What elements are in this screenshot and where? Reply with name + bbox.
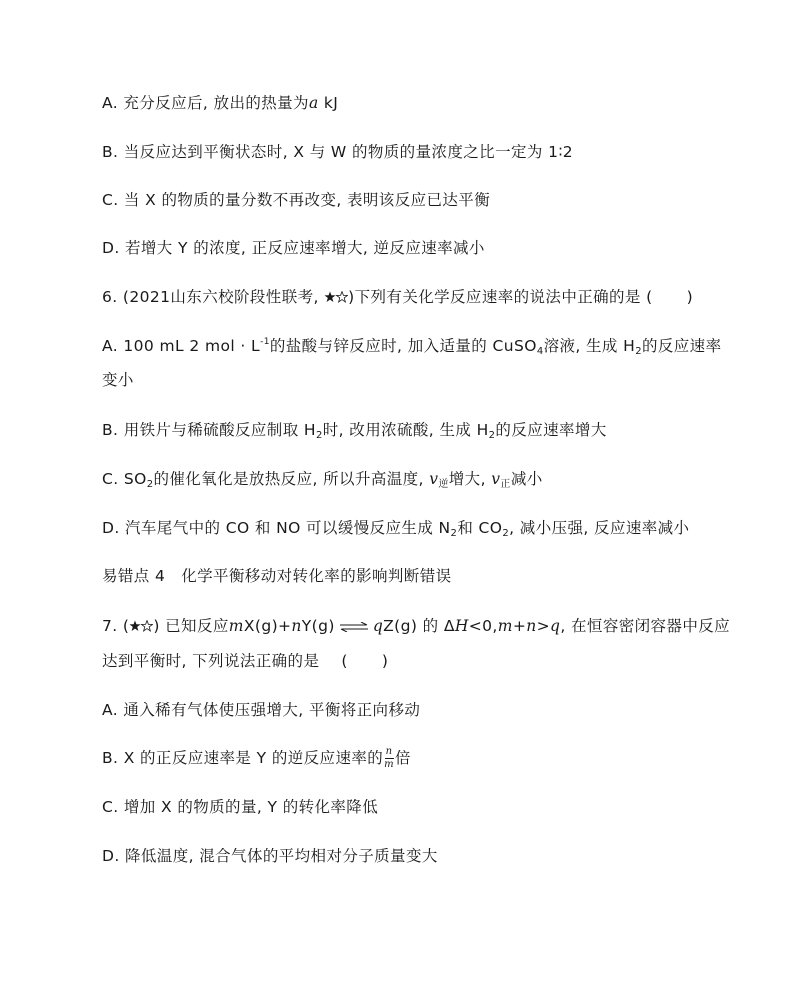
- species-x: X(g)+: [243, 617, 292, 635]
- q6-stem-text: )下列有关化学反应速率的说法中正确的是 (: [348, 288, 653, 306]
- q6c-t3: 增大,: [448, 470, 486, 488]
- q7-option-c: C. 增加 X 的物质的量, Y 的转化率降低: [102, 798, 379, 816]
- q6-stem: [102, 286, 693, 309]
- q6b-t1: B. 用铁片与稀硫酸反应制取 H: [102, 421, 316, 439]
- coef-n2: n: [526, 617, 537, 635]
- q6-option-a: [102, 335, 722, 357]
- unit-kj: kJ: [318, 94, 339, 112]
- q5-option-a: [102, 92, 338, 114]
- species-y: Y(g): [301, 617, 335, 635]
- coef-n: n: [291, 617, 302, 635]
- q7-paren-close: ): [381, 652, 389, 670]
- q7b-t1: B. X 的正反应速率是 Y 的逆反应速率的: [102, 749, 384, 767]
- section-heading: 易错点 4 化学平衡移动对转化率的影响判断错误: [102, 567, 452, 585]
- q6b-t3: 的反应速率增大: [495, 421, 607, 439]
- q7-paren-open: (: [341, 652, 348, 670]
- q6a-t2: 的盐酸与锌反应时, 加入适量的 CuSO: [269, 337, 537, 355]
- v-forward: v: [491, 470, 501, 488]
- q7b-t2: 倍: [395, 749, 411, 767]
- q6d-sub2: 2: [502, 528, 510, 539]
- q7-number: 7. (: [102, 617, 130, 635]
- q7-stem-tail: , 在恒容密闭容器中反应: [560, 617, 731, 635]
- q6b-sub1: 2: [315, 430, 323, 441]
- q6-option-a-line2: 变小: [102, 371, 134, 389]
- q6d-sub1: 2: [450, 528, 458, 539]
- coef-q2: q: [550, 617, 561, 635]
- frac-num: n: [385, 746, 393, 757]
- sub-forward: 正: [500, 479, 511, 490]
- lt-zero: <0,: [468, 617, 498, 635]
- q7-option-d: D. 降低温度, 混合气体的平均相对分子质量变大: [102, 847, 438, 865]
- q6-answer-paren: ): [686, 288, 694, 306]
- coef-q: q: [372, 617, 384, 635]
- plus-sign: +: [512, 617, 527, 635]
- equilibrium-arrow-icon: [339, 616, 369, 638]
- q7-option-b: [102, 747, 411, 770]
- q6c-sub1: 2: [146, 479, 154, 490]
- q5-option-b: B. 当反应达到平衡状态时, X 与 W 的物质的量浓度之比一定为 1∶2: [102, 143, 574, 161]
- fraction-n-over-m: [384, 747, 394, 770]
- q6d-t3: , 减小压强, 反应速率减小: [509, 519, 690, 537]
- q6a-sub1: 4: [536, 346, 544, 357]
- sub-reverse: 逆: [438, 479, 449, 490]
- difficulty-stars-icon: [324, 287, 348, 309]
- q7-stem-line2: [102, 650, 388, 672]
- q6-option-b: [102, 419, 607, 441]
- q6c-t2: 的催化氧化是放热反应, 所以升高温度,: [153, 470, 424, 488]
- q6-option-c: [102, 468, 543, 490]
- q6c-t4: 减小: [510, 470, 543, 488]
- q7-stem-line2-text: 达到平衡时, 下列说法正确的是: [102, 652, 320, 670]
- coef-m2: m: [497, 617, 513, 635]
- coef-m: m: [228, 617, 244, 635]
- frac-den: m: [384, 759, 395, 770]
- q7-stem: [102, 615, 730, 638]
- gt-sign: >: [536, 617, 551, 635]
- q6a-t4: 的反应速率: [641, 337, 722, 355]
- enthalpy-h: H: [454, 617, 469, 635]
- var-a: a: [308, 94, 319, 112]
- q5-option-c: C. 当 X 的物质的量分数不再改变, 表明该反应已达平衡: [102, 191, 491, 209]
- q7-t-open: ) 已知反应: [153, 617, 229, 635]
- q5-option-d: D. 若增大 Y 的浓度, 正反应速率增大, 逆反应速率减小: [102, 239, 485, 257]
- q5-option-a-text: A. 充分反应后, 放出的热量为: [102, 94, 309, 112]
- q7-option-a: A. 通入稀有气体使压强增大, 平衡将正向移动: [102, 701, 421, 719]
- q6d-t2: 和 CO: [457, 519, 503, 537]
- q6a-t3: 溶液, 生成 H: [543, 337, 636, 355]
- q6c-t1: C. SO: [102, 470, 147, 488]
- species-z: Z(g) 的 Δ: [383, 617, 455, 635]
- q6d-t1: D. 汽车尾气中的 CO 和 NO 可以缓慢反应生成 N: [102, 519, 451, 537]
- q6a-sup: -1: [260, 337, 270, 347]
- q6-source: 6. (2021山东六校阶段性联考,: [102, 288, 319, 306]
- q6-option-d: [102, 517, 689, 539]
- q6a-t1: A. 100 mL 2 mol · L: [102, 337, 261, 355]
- v-reverse: v: [429, 470, 439, 488]
- q6b-sub2: 2: [488, 430, 496, 441]
- q6b-t2: 时, 改用浓硫酸, 生成 H: [322, 421, 489, 439]
- q6a-sub2: 2: [635, 346, 642, 357]
- difficulty-stars-icon: [129, 616, 153, 638]
